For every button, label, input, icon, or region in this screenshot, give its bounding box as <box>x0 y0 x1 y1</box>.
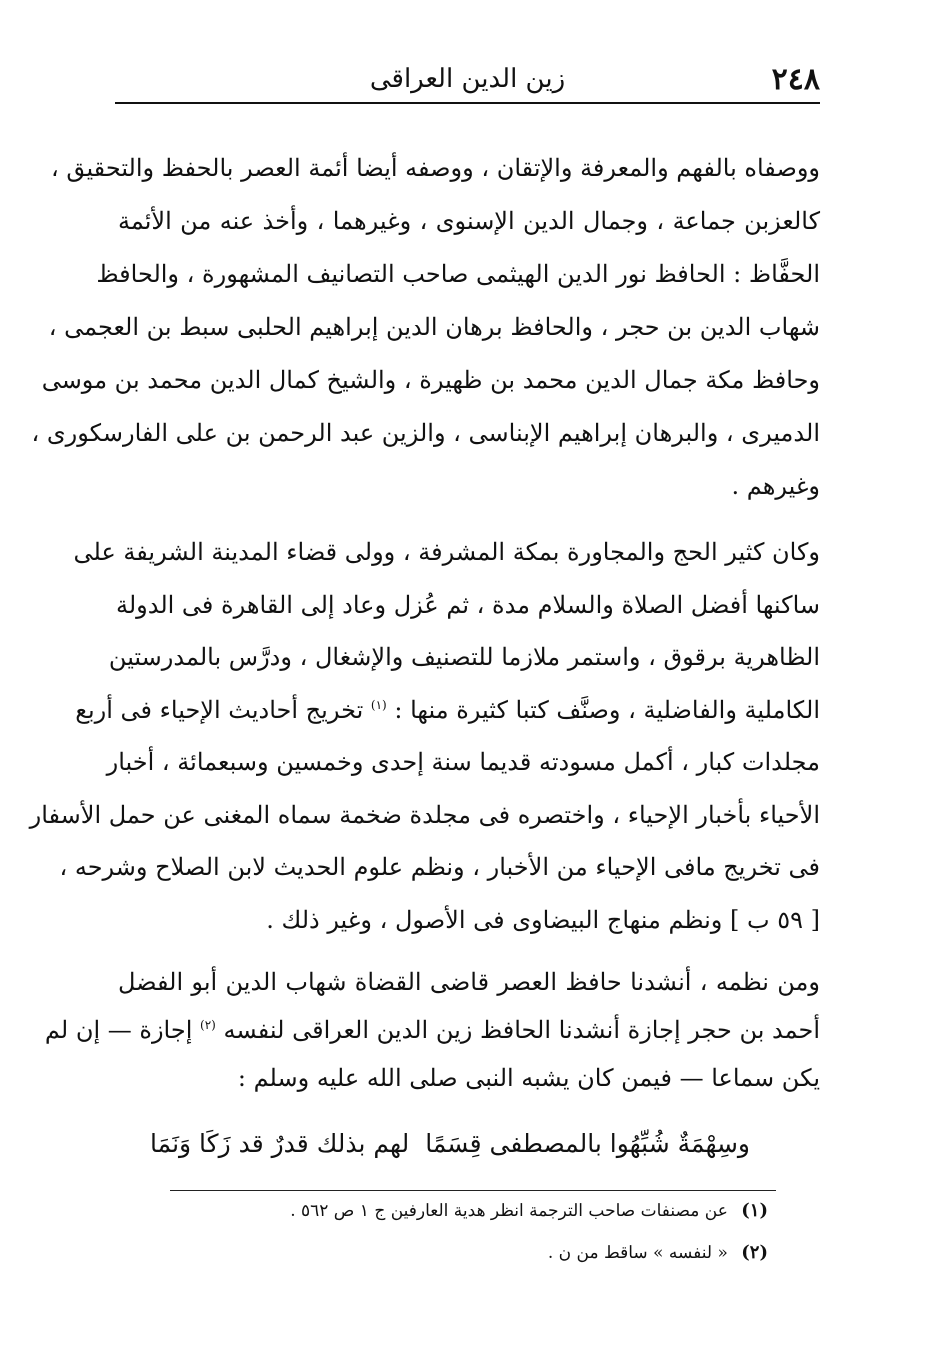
verse-first-hemistich: وسِهْمَةٌ شُبِّهُوا بالمصطفى قِسَمًا <box>425 1129 750 1158</box>
text-segment: تخريج أحاديث الإحياء فى أربع <box>75 695 364 724</box>
text-line: الحفَّاظ : الحافظ نور الدين الهيثمى صاحب التصانيف المشهورة ، والحافظ <box>96 260 820 288</box>
paragraph-1 <box>31 152 820 523</box>
page-number: ٢٤٨ <box>771 62 820 97</box>
text-segment: الكاملية والفاضلية ، وصنَّف كتبا كثيرة منها : <box>394 695 820 724</box>
paragraph-2 <box>29 536 820 956</box>
text-line: ساكنها أفضل الصلاة والسلام مدة ، ثم عُزل وعاد إلى القاهرة فى الدولة <box>115 590 820 619</box>
text-line: وحافظ مكة جمال الدين محمد بن ظهيرة ، والشيخ كمال الدين محمد بن موسى <box>41 366 820 394</box>
footnote-reference-2[interactable]: (٢) <box>200 1018 216 1032</box>
footnote-number: (١) <box>741 1200 768 1221</box>
footnote-reference-1[interactable]: (١) <box>370 697 387 712</box>
footnotes <box>168 1198 768 1282</box>
text-line: الأحياء بأخبار الإحياء ، واختصره فى مجلدة ضخمة سماه المغنى عن حمل الأسفار <box>29 800 820 829</box>
verse-second-hemistich: لهم بذلك قدرٌ قد زَكَا وَنَمَا <box>150 1129 410 1158</box>
footnote-text: عن مصنفات صاحب الترجمة انظر هدية العارفين ج ١ ص ٥٦٢ . <box>290 1201 728 1221</box>
text-line: [ ٥٩ ب ] ونظم منهاج البيضاوى فى الأصول ، وغير ذلك . <box>266 905 820 934</box>
footnote-text: « لنفسه » ساقط من ن . <box>547 1243 728 1263</box>
text-line: ومن نظمه ، أنشدنا حافظ العصر قاضى القضاة شهاب الدين أبو الفضل <box>118 968 820 996</box>
running-head <box>115 58 820 104</box>
text-line: مجلدات كبار ، أكمل مسودته قديما سنة إحدى وخمسين وسبعمائة ، أخبار <box>106 748 820 776</box>
text-line: كالعزبن جماعة ، وجمال الدين الإسنوى ، وغيرهما ، وأخذ عنه من الأئمة <box>118 207 820 235</box>
text-line: الدميرى ، والبرهان إبراهيم الإبناسى ، والزين عبد الرحمن بن على الفارسكورى ، <box>31 419 820 447</box>
text-line <box>44 1014 820 1046</box>
text-line <box>75 694 820 726</box>
footnote-separator <box>170 1190 776 1191</box>
text-line: الظاهرية برقوق ، واستمر ملازما للتصنيف والإشغال ، ودرَّس بالمدرستين <box>108 643 820 671</box>
poem-verse <box>150 1124 750 1164</box>
running-head-title: زين الدين العراقى <box>369 64 566 94</box>
text-line: وكان كثير الحج والمجاورة بمكة المشرفة ، وولى قضاء المدينة الشريفة على <box>73 538 820 566</box>
text-line: فى تخريج مافى الإحياء من الأخبار ، ونظم علوم الحديث لابن الصلاح وشرحه ، <box>59 853 820 881</box>
footnote-2 <box>168 1240 768 1266</box>
text-segment: أحمد بن حجر إجازة أنشدنا الحافظ زين الدين العراقى لنفسه <box>223 1016 820 1044</box>
text-line: يكن سماعا — فيمن كان يشبه النبى صلى الله عليه وسلم : <box>237 1064 820 1092</box>
text-line: ووصفاه بالفهم والمعرفة والإتقان ، ووصفه أيضا أئمة العصر بالحفظ والتحقيق ، <box>51 154 820 182</box>
paragraph-3 <box>44 966 820 1110</box>
text-line: وغيرهم . <box>731 472 820 500</box>
text-line: شهاب الدين بن حجر ، والحافظ برهان الدين إبراهيم الحلبى سبط بن العجمى ، <box>48 313 820 341</box>
text-segment: إجازة — إن لم <box>44 1016 193 1044</box>
footnote-number: (٢) <box>741 1242 768 1263</box>
footnote-1 <box>168 1198 768 1224</box>
